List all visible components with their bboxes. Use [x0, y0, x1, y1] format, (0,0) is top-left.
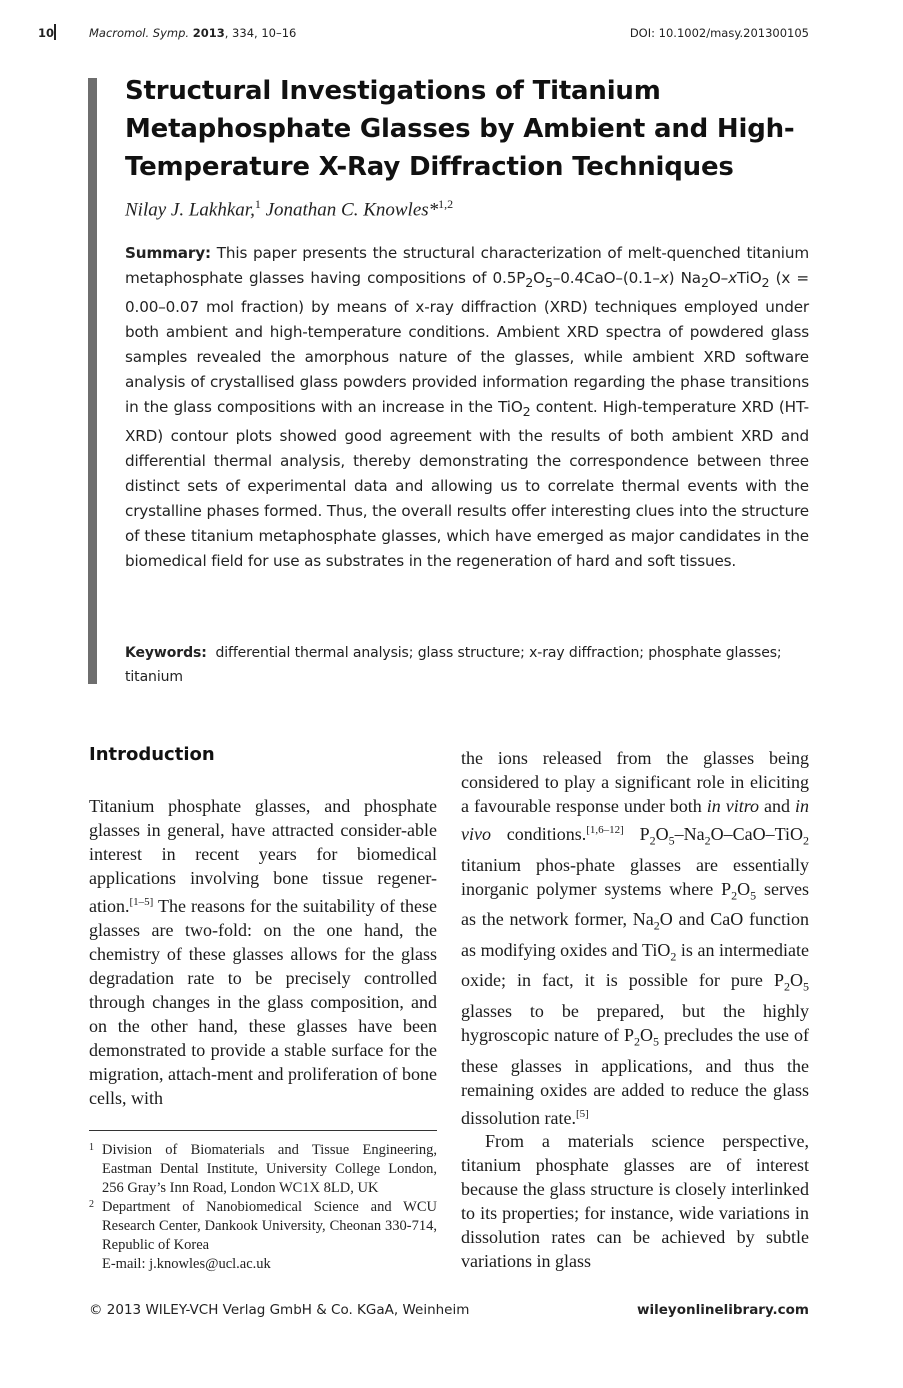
- subscript: 2: [653, 918, 660, 933]
- keywords-label: Keywords:: [125, 645, 207, 661]
- footnotes: [89, 1141, 437, 1274]
- variable-x: x: [659, 269, 669, 287]
- body-text: P: [623, 824, 650, 844]
- footnote-text: Department of Nanobiomedical Science and WCU Research Center, Dankook University, Cheonan 330-714, Republic of Korea: [102, 1199, 437, 1253]
- author-2-affiliation: 1,2: [438, 197, 454, 211]
- footnote-number: 1: [89, 1142, 94, 1153]
- journal-citation: [89, 26, 296, 40]
- authors: [125, 197, 453, 221]
- body-text: is an intermediate oxide; in fact, it is possible for pure P: [461, 939, 810, 991]
- article-title: Structural Investigations of Titanium Metaphosphate Glasses by Ambient and High-Temperature X-Ray Diffraction Techniques: [125, 76, 795, 182]
- subscript: 2: [761, 275, 770, 291]
- intro-right-paragraph-2: From a materials science perspective, titanium phosphate glasses are of interest because the glass structure is closely interlinked to its properties; for instance, wide variations in dissolution rates can be achieved by subtle variations in glass: [461, 1131, 809, 1271]
- page-number: 10: [38, 26, 55, 40]
- summary-text: O–: [708, 269, 729, 287]
- subscript: 2: [522, 404, 531, 420]
- body-text: the ions released from the glasses being considered to play a significant role in eliciting a favourable response under both: [461, 748, 809, 816]
- intro-left-column: [89, 794, 437, 1110]
- body-text: O: [655, 824, 669, 844]
- subscript: 2: [649, 833, 656, 848]
- summary-text: ) Na: [668, 269, 701, 287]
- body-text: O: [790, 970, 803, 991]
- abstract-side-bar: [88, 78, 97, 684]
- subscript: 5: [750, 888, 757, 903]
- summary-label: Summary:: [125, 244, 211, 262]
- author-2: Jonathan C. Knowles*: [265, 199, 439, 221]
- italic-term: in vivo: [461, 796, 809, 844]
- publisher-website[interactable]: wileyonlinelibrary.com: [637, 1302, 809, 1318]
- footnote-1: [89, 1141, 437, 1198]
- subscript: 2: [525, 275, 534, 291]
- body-text: –Na: [674, 824, 705, 844]
- keywords-list: differential thermal analysis; glass structure; x-ray diffraction; phosphate glasses; titanium: [125, 645, 782, 685]
- summary-text: O: [533, 269, 545, 287]
- abstract-summary: [125, 241, 809, 574]
- corresponding-email[interactable]: E-mail: j.knowles@ucl.ac.uk: [102, 1256, 271, 1272]
- subscript: 2: [803, 833, 809, 848]
- footnote-rule: [89, 1130, 437, 1131]
- summary-text: content. High-temperature XRD (HT-XRD) contour plots showed good agreement with the results of both ambient XRD and differential thermal analysis, thereby demonstrating the correspondence between three distinct sets of experimental data and allowing us to correlate thermal events with the crystalline phases formed. Thus, the overall results offer interesting clues into the structure of these titanium metaphosphate glasses, which have emerged as major candidates in the biomedical field for use as substrates in the regeneration of hard and soft tissues.: [125, 398, 810, 571]
- italic-term: in vitro: [706, 796, 760, 816]
- body-text: O: [640, 1024, 653, 1045]
- body-text: The reasons for the suitability of these glasses are two-fold: on the one hand, the chemistry of these glasses allows for the glass degradation rate to be precisely controlled through changes in the glass composition, and on the other hand, these glasses have been demonstrated to provide a stable surface for the migration, attach-ment and proliferation of bone cells, with: [89, 896, 437, 1108]
- summary-text: (x = 0.00–0.07 mol fraction) by means of x-ray diffraction (XRD) techniques employed under both ambient and high-temperature conditions. Ambient XRD spectra of powdered glass samples revealed the amorphous nature of the glasses, while ambient XRD software analysis of crystallised glass powders provided information regarding the phase transitions in the glass compositions with an increase in the TiO: [125, 269, 809, 417]
- subscript: 5: [653, 1034, 659, 1049]
- keywords: [125, 641, 809, 689]
- subscript: 5: [544, 275, 553, 291]
- body-text: serves as the network former, Na: [461, 878, 810, 930]
- section-heading-introduction: Introduction: [89, 744, 215, 765]
- summary-text: TiO: [736, 269, 762, 287]
- subscript: 2: [731, 888, 738, 903]
- subscript: 2: [704, 833, 711, 848]
- citation-ref[interactable]: [1–5]: [129, 896, 154, 908]
- header-divider: [54, 24, 56, 40]
- doi[interactable]: DOI: 10.1002/masy.201300105: [629, 26, 809, 40]
- journal-name: Macromol. Symp.: [89, 26, 190, 40]
- subscript: 2: [700, 275, 709, 291]
- journal-volume: , 334, 10–16: [224, 26, 297, 40]
- summary-text: This paper presents the structural characterization of melt-quenched titanium metaphosphate glasses having compositions of 0.5P: [125, 244, 809, 287]
- body-text: titanium phos-phate glasses are essentially inorganic polymer systems where P: [461, 854, 809, 899]
- author-1: Nilay J. Lakhkar,: [125, 199, 255, 221]
- footnote-text: Division of Biomaterials and Tissue Engineering, Eastman Dental Institute, University College London, 256 Gray’s Inn Road, London WC1X 8LD, UK: [102, 1142, 437, 1196]
- subscript: 5: [668, 833, 675, 848]
- body-text: O: [737, 878, 751, 899]
- body-text: precludes the use of these glasses in applications, and thus the remaining oxides are added to reduce the glass dissolution rate.: [461, 1024, 809, 1128]
- body-text: glasses to be prepared, but the highly hygroscopic nature of P: [461, 1000, 809, 1045]
- subscript: 2: [670, 949, 677, 964]
- body-text: and: [759, 796, 795, 816]
- citation-ref[interactable]: [1,6–12]: [586, 824, 624, 836]
- body-text: O and CaO function as modifying oxides and TiO: [461, 909, 809, 960]
- body-text: O–CaO–TiO: [710, 824, 803, 844]
- footnote-number: 2: [89, 1199, 94, 1210]
- copyright: © 2013 WILEY-VCH Verlag GmbH & Co. KGaA, Weinheim: [89, 1302, 470, 1318]
- summary-text: –0.4CaO–(0.1–: [552, 269, 660, 287]
- subscript: 2: [784, 979, 790, 994]
- author-1-affiliation: 1: [254, 197, 261, 211]
- variable-x: x: [728, 269, 737, 287]
- subscript: 5: [803, 979, 809, 994]
- body-text: conditions.: [490, 824, 587, 844]
- citation-ref[interactable]: [5]: [576, 1107, 589, 1120]
- subscript: 2: [634, 1034, 640, 1049]
- body-text: Titanium phosphate glasses, and phosphate glasses in general, have attracted consider-able interest in recent years for biomedical applications involving bone tissue regener-ation.: [89, 796, 437, 916]
- intro-right-column: [461, 746, 809, 1130]
- footnote-2: [89, 1198, 437, 1255]
- journal-year: 2013: [192, 26, 225, 40]
